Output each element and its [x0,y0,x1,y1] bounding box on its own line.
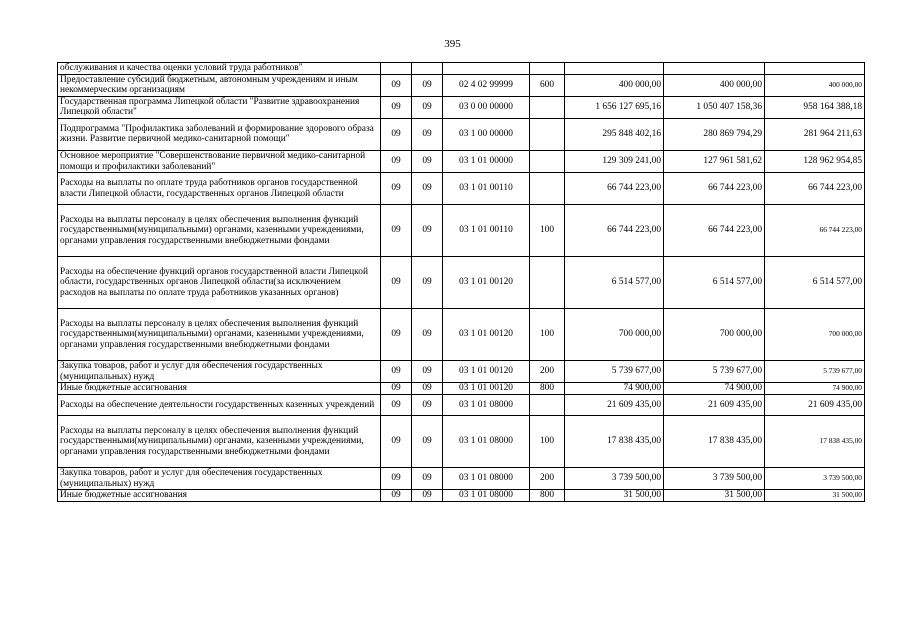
row-amount-3-cell: 66 744 223,00 [765,205,865,257]
row-target-article-cell: 03 1 01 00120 [443,361,530,383]
row-amount-1-cell: 74 900,00 [565,383,664,395]
row-expense-type-cell: 800 [530,383,565,395]
row-expense-type-cell: 100 [530,415,565,467]
row-amount-3-cell: 128 962 954,85 [765,150,865,172]
row-amount-2-cell: 1 050 407 158,36 [664,96,765,118]
row-subsection-cell: 09 [412,415,443,467]
row-amount-2-cell: 66 744 223,00 [664,205,765,257]
row-amount-2-cell: 21 609 435,00 [664,394,765,415]
row-section-cell [381,63,412,75]
budget-table [57,62,865,502]
table-row [58,490,865,502]
row-amount-1-cell: 31 500,00 [565,490,664,502]
row-expense-type-cell: 100 [530,205,565,257]
row-amount-2-cell: 17 838 435,00 [664,415,765,467]
row-section-cell: 09 [381,394,412,415]
table-row [58,205,865,257]
row-expense-type-cell: 600 [530,74,565,96]
row-expense-type-cell: 200 [530,467,565,489]
row-subsection-cell: 09 [412,361,443,383]
row-amount-3-cell: 31 500,00 [765,490,865,502]
row-target-article-cell: 02 4 02 99999 [443,74,530,96]
row-target-article-cell: 03 1 01 00120 [443,383,530,395]
row-amount-2-cell [664,63,765,75]
row-subsection-cell: 09 [412,394,443,415]
row-target-article-cell: 03 1 01 00120 [443,309,530,361]
row-amount-1-cell: 66 744 223,00 [565,173,664,205]
row-subsection-cell: 09 [412,490,443,502]
row-target-article-cell: 03 1 01 00110 [443,205,530,257]
row-name-cell: Расходы на обеспечение деятельности государственных казенных учреждений [58,394,381,415]
table-row [58,309,865,361]
row-amount-3-cell: 5 739 677,00 [765,361,865,383]
row-target-article-cell: 03 0 00 00000 [443,96,530,118]
row-target-article-cell: 03 1 01 08000 [443,415,530,467]
row-amount-1-cell: 129 309 241,00 [565,150,664,172]
row-expense-type-cell: 200 [530,361,565,383]
row-amount-2-cell: 31 500,00 [664,490,765,502]
row-amount-3-cell: 17 838 435,00 [765,415,865,467]
row-subsection-cell: 09 [412,467,443,489]
table-row [58,394,865,415]
row-section-cell: 09 [381,383,412,395]
table-row [58,361,865,383]
row-subsection-cell: 09 [412,173,443,205]
row-amount-3-cell: 6 514 577,00 [765,257,865,309]
row-subsection-cell: 09 [412,309,443,361]
row-expense-type-cell: 100 [530,309,565,361]
row-section-cell: 09 [381,205,412,257]
table-row [58,383,865,395]
row-amount-3-cell: 400 000,00 [765,74,865,96]
row-name-cell: Расходы на обеспечение функций органов государственной власти Липецкой области, государственных органов Липецкой области(за исключением расходов на выплаты по оплате труда работников указанных органов) [58,257,381,309]
row-amount-1-cell: 21 609 435,00 [565,394,664,415]
row-subsection-cell: 09 [412,118,443,150]
row-section-cell: 09 [381,467,412,489]
page-number: 395 [444,38,461,50]
row-section-cell: 09 [381,96,412,118]
row-subsection-cell: 09 [412,150,443,172]
row-name-cell: Иные бюджетные ассигнования [58,490,381,502]
row-amount-1-cell: 6 514 577,00 [565,257,664,309]
row-amount-2-cell: 280 869 794,29 [664,118,765,150]
row-target-article-cell: 03 1 00 00000 [443,118,530,150]
row-subsection-cell: 09 [412,74,443,96]
row-target-article-cell: 03 1 01 00120 [443,257,530,309]
row-amount-2-cell: 74 900,00 [664,383,765,395]
row-name-cell: Подпрограмма "Профилактика заболеваний и формирование здорового образа жизни. Развитие первичной медико-санитарной помощи" [58,118,381,150]
row-name-cell: обслуживания и качества оценки условий труда работников" [58,63,381,75]
row-amount-3-cell: 281 964 211,63 [765,118,865,150]
row-name-cell: Закупка товаров, работ и услуг для обеспечения государственных (муниципальных) нужд [58,467,381,489]
row-expense-type-cell: 800 [530,490,565,502]
table-row [58,96,865,118]
row-name-cell: Закупка товаров, работ и услуг для обеспечения государственных (муниципальных) нужд [58,361,381,383]
row-amount-2-cell: 66 744 223,00 [664,173,765,205]
row-amount-1-cell: 5 739 677,00 [565,361,664,383]
table-row [58,63,865,75]
row-amount-3-cell: 3 739 500,00 [765,467,865,489]
row-amount-1-cell: 400 000,00 [565,74,664,96]
row-expense-type-cell [530,394,565,415]
row-section-cell: 09 [381,257,412,309]
row-subsection-cell: 09 [412,205,443,257]
row-target-article-cell: 03 1 01 00110 [443,173,530,205]
row-expense-type-cell [530,63,565,75]
row-amount-2-cell: 3 739 500,00 [664,467,765,489]
row-name-cell: Расходы на выплаты персоналу в целях обеспечения выполнения функций государственными(муниципальными) органами, казенными учреждениями, органами управления государственными внебюджетными фондами [58,309,381,361]
row-amount-2-cell: 700 000,00 [664,309,765,361]
row-amount-3-cell [765,63,865,75]
row-amount-1-cell: 17 838 435,00 [565,415,664,467]
row-name-cell: Предоставление субсидий бюджетным, автономным учреждениям и иным некоммерческим организациям [58,74,381,96]
row-name-cell: Расходы на выплаты по оплате труда работников органов государственной власти Липецкой области, государственных органов Липецкой области [58,173,381,205]
row-target-article-cell: 03 1 01 08000 [443,467,530,489]
table-row [58,467,865,489]
row-expense-type-cell [530,173,565,205]
row-subsection-cell: 09 [412,96,443,118]
row-amount-3-cell: 700 000,00 [765,309,865,361]
row-target-article-cell: 03 1 01 08000 [443,394,530,415]
row-name-cell: Иные бюджетные ассигнования [58,383,381,395]
row-name-cell: Государственная программа Липецкой области "Развитие здравоохранения Липецкой области" [58,96,381,118]
row-amount-2-cell: 400 000,00 [664,74,765,96]
table-row [58,118,865,150]
row-amount-3-cell: 21 609 435,00 [765,394,865,415]
row-amount-2-cell: 127 961 581,62 [664,150,765,172]
row-section-cell: 09 [381,309,412,361]
row-expense-type-cell [530,257,565,309]
row-expense-type-cell [530,118,565,150]
row-target-article-cell: 03 1 01 08000 [443,490,530,502]
row-subsection-cell [412,63,443,75]
row-target-article-cell [443,63,530,75]
row-section-cell: 09 [381,490,412,502]
row-amount-1-cell [565,63,664,75]
table-row [58,150,865,172]
row-section-cell: 09 [381,74,412,96]
row-section-cell: 09 [381,415,412,467]
row-amount-2-cell: 5 739 677,00 [664,361,765,383]
row-section-cell: 09 [381,173,412,205]
table-body [58,63,865,502]
row-section-cell: 09 [381,150,412,172]
row-section-cell: 09 [381,118,412,150]
row-amount-1-cell: 295 848 402,16 [565,118,664,150]
row-name-cell: Расходы на выплаты персоналу в целях обеспечения выполнения функций государственными(муниципальными) органами, казенными учреждениями, органами управления государственными внебюджетными фондами [58,205,381,257]
row-target-article-cell: 03 1 01 00000 [443,150,530,172]
table-row [58,74,865,96]
row-section-cell: 09 [381,361,412,383]
row-amount-3-cell: 958 164 388,18 [765,96,865,118]
row-amount-1-cell: 66 744 223,00 [565,205,664,257]
table-row [58,173,865,205]
row-expense-type-cell [530,150,565,172]
table-row [58,415,865,467]
row-subsection-cell: 09 [412,257,443,309]
row-name-cell: Расходы на выплаты персоналу в целях обеспечения выполнения функций государственными(муниципальными) органами, казенными учреждениями, органами управления государственными внебюджетными фондами [58,415,381,467]
row-expense-type-cell [530,96,565,118]
row-name-cell: Основное мероприятие "Совершенствование первичной медико-санитарной помощи и профилактики заболеваний" [58,150,381,172]
row-amount-1-cell: 1 656 127 695,16 [565,96,664,118]
row-amount-1-cell: 700 000,00 [565,309,664,361]
row-amount-2-cell: 6 514 577,00 [664,257,765,309]
row-subsection-cell: 09 [412,383,443,395]
row-amount-1-cell: 3 739 500,00 [565,467,664,489]
table-row [58,257,865,309]
row-amount-3-cell: 74 900,00 [765,383,865,395]
row-amount-3-cell: 66 744 223,00 [765,173,865,205]
